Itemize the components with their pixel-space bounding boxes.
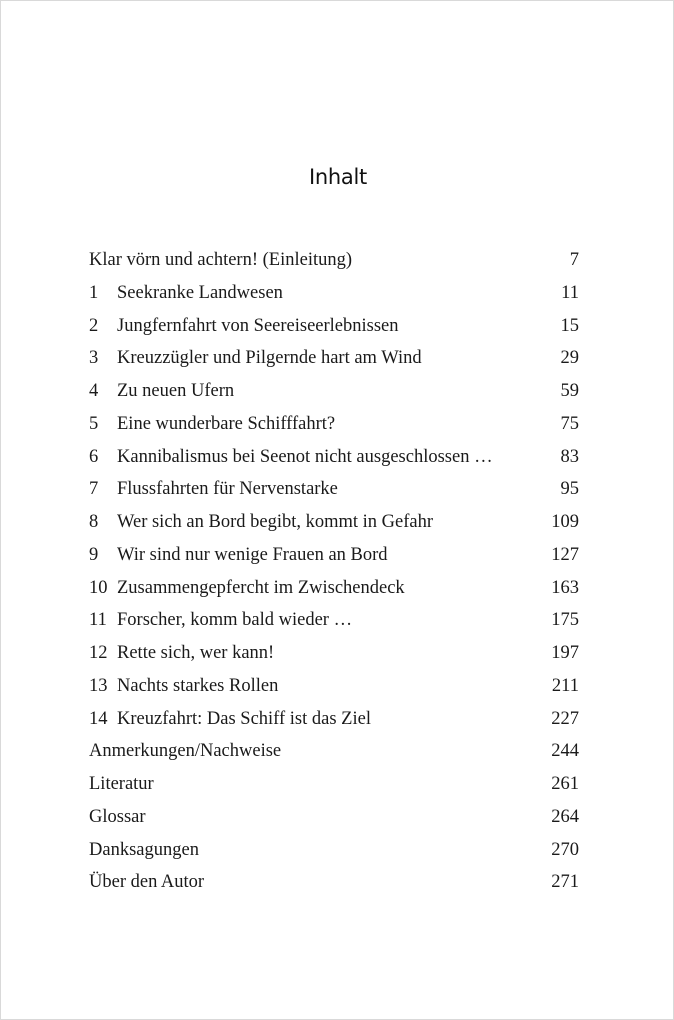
chapter-title: Rette sich, wer kann!	[117, 643, 275, 663]
chapter-number: 9	[89, 544, 99, 565]
chapter-title: Kreuzfahrt: Das Schiff ist das Ziel	[117, 708, 371, 729]
page-title: Inhalt	[309, 165, 367, 189]
toc-entry	[89, 834, 579, 867]
chapter-title: Klar vörn und achtern! (Einleitung)	[89, 250, 353, 270]
page-number: 163	[551, 577, 579, 598]
toc-entry	[89, 473, 579, 506]
page-number: 109	[551, 512, 579, 532]
chapter-number: 6	[89, 446, 99, 467]
chapter-title: Literatur	[89, 774, 154, 794]
chapter-number: 3	[89, 348, 99, 369]
chapter-title: Seekranke Landwesen	[117, 282, 283, 303]
page-number: 211	[551, 675, 579, 696]
chapter-number: 8	[89, 512, 99, 532]
chapter-title: Zu neuen Ufern	[117, 381, 235, 401]
page-number: 197	[551, 643, 579, 663]
chapter-number: 13	[89, 675, 108, 696]
toc-entry	[89, 310, 579, 343]
chapter-title: Nachts starkes Rollen	[117, 675, 279, 696]
chapter-title: Glossar	[89, 806, 146, 827]
page-number: 15	[560, 315, 579, 336]
page-number: 29	[560, 348, 579, 369]
chapter-title: Über den Autor	[89, 872, 205, 893]
chapter-title: Kannibalismus bei Seenot nicht ausgeschlossen …	[117, 446, 493, 467]
toc-entry	[89, 244, 579, 277]
toc-entry	[89, 342, 579, 375]
page-number: 227	[551, 708, 579, 729]
toc-entry	[89, 604, 579, 637]
chapter-number: 2	[89, 315, 99, 336]
chapter-title: Forscher, komm bald wieder …	[117, 610, 353, 631]
toc-entry	[89, 670, 579, 703]
chapter-number: 12	[89, 643, 108, 663]
toc-entry	[89, 768, 579, 801]
page-number: 83	[560, 446, 579, 467]
page-number: 261	[551, 774, 579, 794]
toc-entry	[89, 572, 579, 605]
chapter-number: 11	[89, 610, 107, 631]
chapter-title: Wer sich an Bord begibt, kommt in Gefahr	[117, 512, 434, 532]
toc-entry	[89, 801, 579, 834]
toc-entry	[89, 277, 579, 310]
chapter-number: 1	[89, 282, 99, 303]
chapter-title: Wir sind nur wenige Frauen an Bord	[117, 544, 388, 565]
chapter-title: Eine wunderbare Schifffahrt?	[117, 413, 336, 434]
chapter-title: Kreuzzügler und Pilgernde hart am Wind	[117, 348, 422, 369]
page-number: 244	[551, 741, 579, 762]
chapter-number: 5	[89, 413, 99, 434]
toc-entry	[89, 866, 579, 899]
page-number: 264	[551, 806, 579, 827]
toc-entry	[89, 539, 579, 572]
page-number: 95	[560, 479, 579, 500]
toc-entry	[89, 735, 579, 768]
page-number: 127	[551, 544, 579, 565]
page-number: 75	[560, 413, 579, 434]
chapter-title: Flussfahrten für Nervenstarke	[117, 479, 338, 500]
table-of-contents	[89, 244, 579, 899]
page-number: 59	[560, 381, 579, 401]
chapter-number: 4	[89, 381, 99, 401]
toc-entry	[89, 703, 579, 736]
page-number: 11	[561, 282, 579, 303]
chapter-title: Zusammengepfercht im Zwischendeck	[117, 577, 405, 598]
chapter-title: Anmerkungen/Nachweise	[89, 741, 282, 762]
page-number: 175	[551, 610, 579, 631]
chapter-number: 14	[89, 708, 108, 729]
toc-entry	[89, 375, 579, 408]
toc-entry	[89, 408, 579, 441]
chapter-number: 7	[89, 479, 99, 500]
page-number: 271	[551, 872, 579, 893]
toc-entry	[89, 506, 579, 539]
toc-entry	[89, 441, 579, 474]
chapter-number: 10	[89, 577, 108, 598]
toc-entry	[89, 637, 579, 670]
chapter-title: Jungfernfahrt von Seereiseerlebnissen	[117, 315, 399, 336]
chapter-title: Danksagungen	[89, 839, 199, 860]
page-number: 270	[551, 839, 579, 860]
page-number: 7	[569, 250, 579, 270]
